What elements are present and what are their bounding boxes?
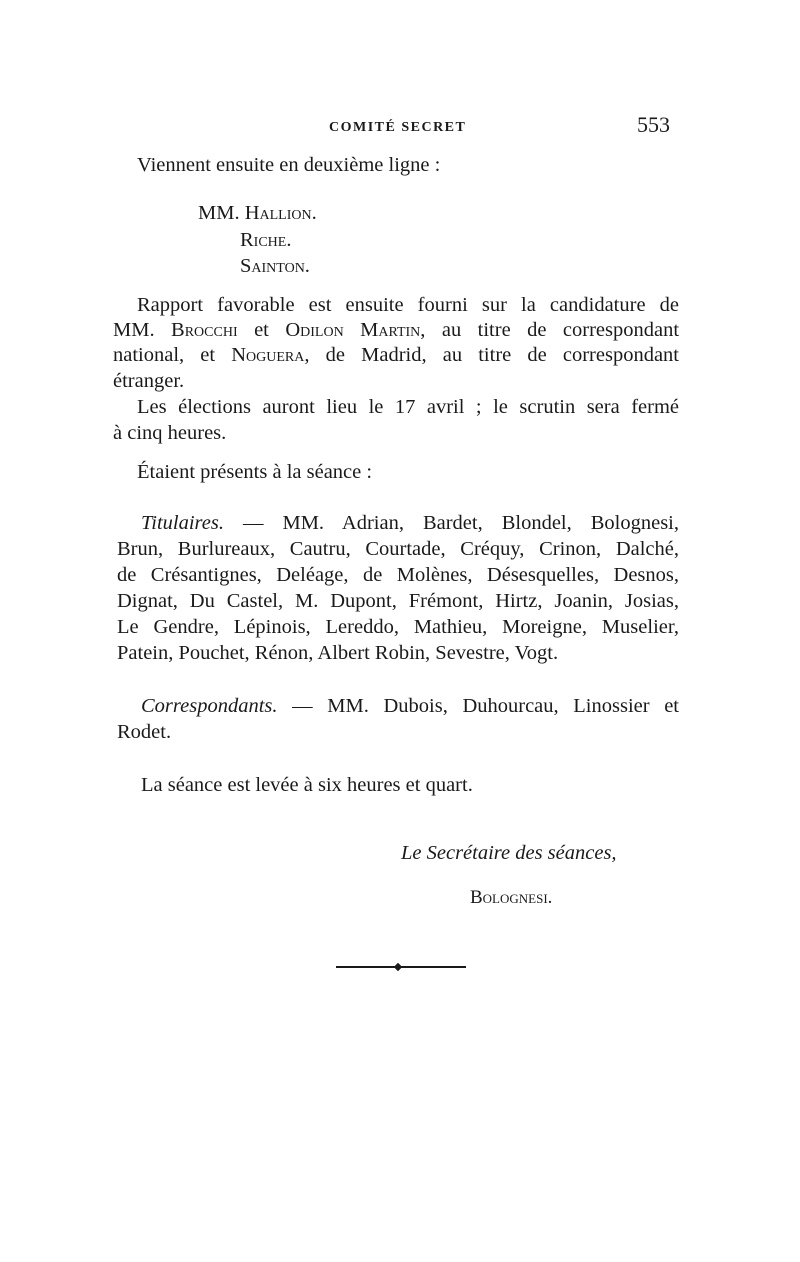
titulaires-label: Titulaires. xyxy=(141,512,224,534)
titulaires-mm: — MM. xyxy=(242,512,325,534)
correspondants-line-1 xyxy=(141,694,679,718)
rapport-line-2 xyxy=(113,318,679,342)
rapport-line-2-rest: au titre de correspondant xyxy=(441,319,680,341)
titulaires-line-1 xyxy=(141,511,679,535)
closing-line: La séance est levée à six heures et quart. xyxy=(141,774,473,796)
section-end-rule xyxy=(336,966,466,968)
rapport-line-3-rest: de Madrid, au titre de correspondant xyxy=(325,344,679,366)
running-title: COMITÉ SECRET xyxy=(329,120,467,135)
elections-line-2: à cinq heures. xyxy=(113,422,227,444)
titulaires-line-3: de Crésantignes, Deléage, de Molènes, Désesquelles, Desnos, xyxy=(117,564,679,586)
titulaires-line-4: Dignat, Du Castel, M. Dupont, Frémont, Hirtz, Joanin, Josias, xyxy=(117,590,679,612)
page-number: 553 xyxy=(637,112,670,137)
presents-intro: Étaient présents à la séance : xyxy=(137,461,373,483)
rapport-name-martin: Odilon Martin, xyxy=(285,319,426,341)
correspondants-label: Correspondants. xyxy=(141,695,278,717)
signature-title: Le Secrétaire des séances, xyxy=(401,842,617,864)
correspondants-line-1-rest: Dubois, Duhourcau, Linossier et xyxy=(383,695,679,717)
rapport-et: et xyxy=(254,319,269,341)
candidate-line-1 xyxy=(198,201,317,225)
rapport-name-noguera: Noguera, xyxy=(231,344,310,366)
titulaires-line-1-rest: Adrian, Bardet, Blondel, Bolognesi, xyxy=(341,512,680,534)
rule-diamond-ornament xyxy=(394,963,402,971)
candidate-name-3: Sainton. xyxy=(240,255,310,277)
titulaires-line-6: Patein, Pouchet, Rénon, Albert Robin, Sevestre, Vogt. xyxy=(117,642,559,664)
rapport-name-brocchi: Brocchi xyxy=(171,319,238,341)
candidates-prefix: MM. xyxy=(198,202,240,224)
titulaires-line-5: Le Gendre, Lépinois, Lereddo, Mathieu, Moreigne, Muselier, xyxy=(117,616,679,638)
correspondants-line-2: Rodet. xyxy=(117,721,172,743)
titulaires-line-2: Brun, Burlureaux, Cautru, Courtade, Créquy, Crinon, Dalché, xyxy=(117,538,679,560)
rapport-line-4: étranger. xyxy=(113,370,185,392)
elections-line-1: Les élections auront lieu le 17 avril ; le scrutin sera fermé xyxy=(137,396,679,418)
candidate-name-2: Riche. xyxy=(240,229,292,251)
intro-line: Viennent ensuite en deuxième ligne : xyxy=(137,154,441,176)
rapport-line-1: Rapport favorable est ensuite fourni sur la candidature de xyxy=(137,294,679,316)
rapport-mm: MM. xyxy=(113,319,155,341)
signature-name: Bolognesi. xyxy=(470,887,553,908)
rapport-line-3-pre: national, et xyxy=(113,344,216,366)
rapport-line-3 xyxy=(113,343,679,367)
correspondants-mm: — MM. xyxy=(292,695,369,717)
candidate-name-1: Hallion. xyxy=(244,202,317,224)
